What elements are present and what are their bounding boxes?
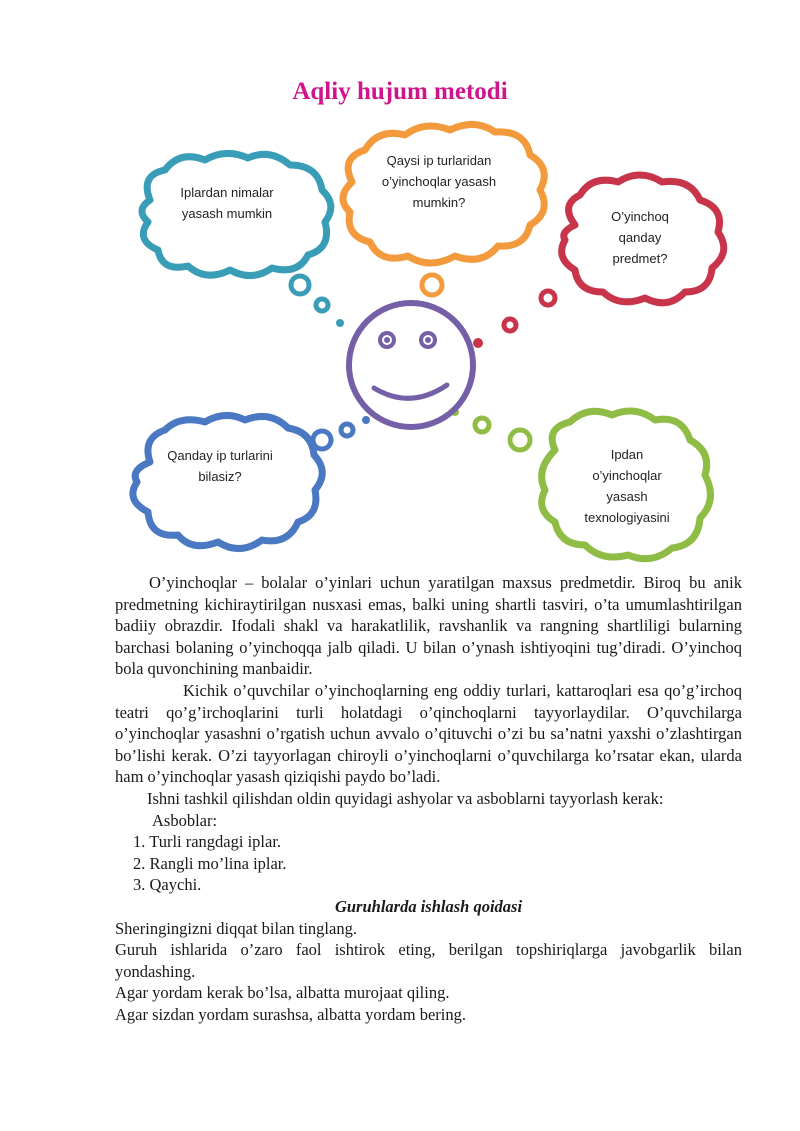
cloud-text-green: Ipdan o’yinchoqlar yasash texnologiyasini: [584, 447, 670, 525]
rule-item: Agar yordam kerak bo’lsa, albatta murojaat qiling.: [115, 983, 450, 1003]
rule-item: Sheringingizni diqqat bilan tinglang.: [115, 918, 357, 938]
bubble-blue-2: [341, 424, 353, 436]
list-item: 1. Turli rangdagi iplar.: [133, 832, 282, 852]
tools-heading: Asboblar:: [152, 810, 218, 830]
rule-item: Agar sizdan yordam surashsa, albatta yordam bering.: [115, 1004, 466, 1024]
rule-item: Guruh ishlarida o’zaro faol ishtirok eting, berilgan topshiriqlarga javobgarlik bilan yondashing.: [115, 940, 742, 981]
bubble-red-2: [504, 319, 516, 331]
smile: [374, 385, 447, 398]
cloud-text-red: O’yinchoq qanday predmet?: [611, 209, 669, 266]
rules-heading: Guruhlarda ishlash qoidasi: [334, 896, 523, 916]
smiley-face: [349, 303, 473, 427]
bubble-teal-2: [316, 299, 328, 311]
bubble-red-3: [473, 338, 483, 348]
bubble-orange-1: [422, 275, 442, 295]
cloud-text-teal: Iplardan nimalar yasash mumkin: [180, 185, 274, 221]
bubble-blue-1: [313, 431, 331, 449]
paragraph-1: O’yinchoqlar – bolalar o’yinlari uchun yaratilgan maxsus predmetdir. Biroq bu anik predmetning kichiraytirilgan nusxasi emas, balki uning shartli tasviri, o’ta umumlashtirilgan badiiy obrazdir. Ifodali shakl va harakatlilik, ravshanlik va rangning shartliligi bularning barchasi bolaning o’yinchoqqa jalb qiladi. U bilan o’ynash ishtiyoqini tug’diradi. O’yinchoq bola quvonchining manbaidir.: [115, 573, 742, 679]
bubble-green-2: [510, 430, 530, 450]
list-item: 3. Qaychi.: [133, 875, 202, 895]
bubble-teal-1: [291, 276, 309, 294]
page-title: Aqliy hujum metodi: [292, 78, 508, 105]
bubble-green-1: [475, 418, 489, 432]
tools-list: [115, 831, 742, 896]
cloud-text-blue: Qanday ip turlarini bilasiz?: [167, 448, 273, 484]
paragraph-2: Kichik o’quvchilar o’yinchoqlarning eng oddiy turlari, kattaroqlari esa qo’g’irchoq teatri qo’g’irchoqlarini turli holatdagi o’qinchoqlarni tayyorlaydilar. O’quvchilarga o’yinchoqlar yasashni o’rgatish uchun avvalo o’qituvchi o’zi bu sa’natni yaxshi o’zlashtirgan bo’lishi kerak. O’zi tayyorlagan chiroyli o’yinchoqlarni o’quvchilarga ko’rsatar ekan, ularda ham o’yinchoqlar yasash qiziqishi paydo bo’ladi.: [115, 680, 742, 787]
list-item: 2. Rangli mo’lina iplar.: [133, 853, 287, 873]
body-text: [115, 572, 742, 1025]
bubble-red-1: [541, 291, 555, 305]
cloud-text-orange: Qaysi ip turlaridan o’yinchoqlar yasash mumkin?: [381, 153, 497, 210]
bubble-teal-3: [336, 319, 344, 327]
paragraph-3: Ishni tashkil qilishdan oldin quyidagi ashyolar va asboblarni tayyorlash kerak:: [147, 788, 664, 808]
bubble-blue-3: [362, 416, 370, 424]
